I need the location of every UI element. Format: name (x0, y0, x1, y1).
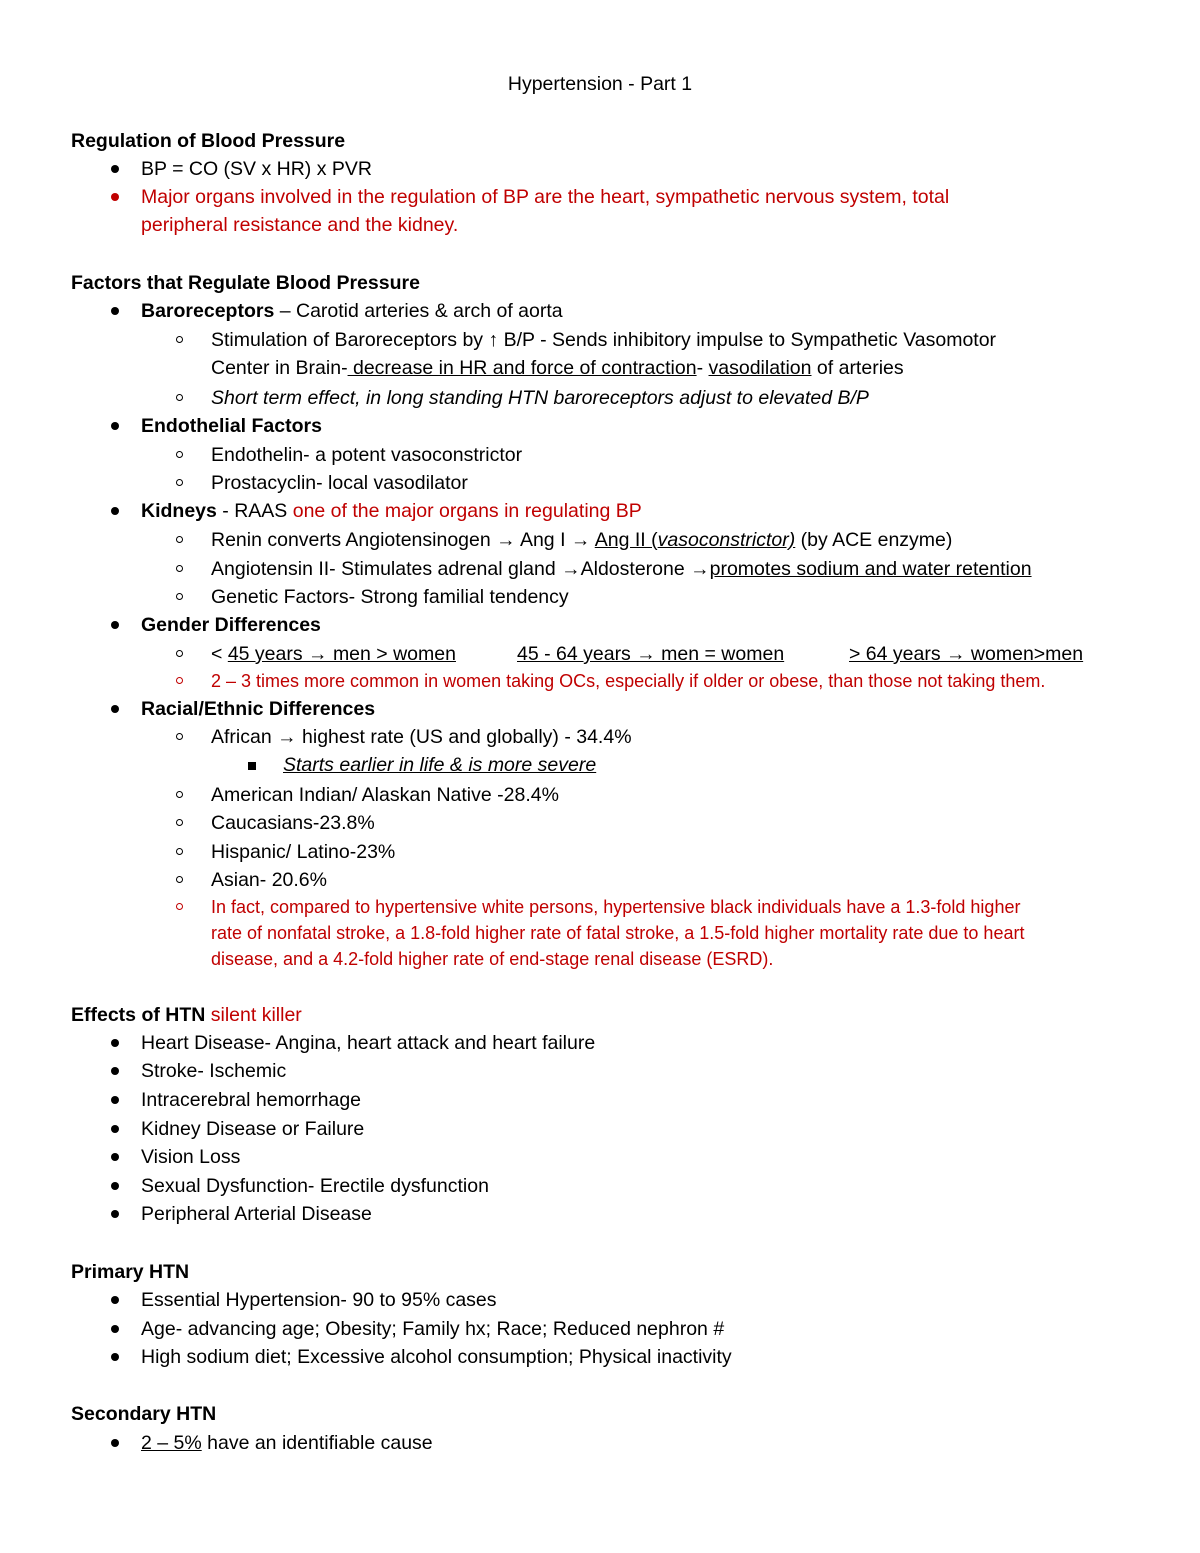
section-heading-secondary: Secondary HTN (71, 1403, 217, 1425)
sub-item: African → highest rate (US and globally) - 34.4% (211, 726, 632, 748)
list-item-continuation: peripheral resistance and the kidney. (141, 214, 459, 236)
term-text: - RAAS (216, 500, 293, 522)
list-item: Heart Disease- Angina, heart attack and heart failure (141, 1032, 596, 1054)
circle-bullet-icon (176, 394, 183, 401)
sub-item: Genetic Factors- Strong familial tendency (211, 586, 569, 608)
highlight-text: one of the major organs in regulating BP (292, 500, 642, 522)
list-item: Intracerebral hemorrhage (141, 1089, 362, 1111)
circle-bullet-icon (176, 336, 183, 343)
sub-item: Stimulation of Baroreceptors by ↑ B/P - Sends inhibitory impulse to Sympathetic Vasomotor (211, 329, 997, 351)
sub-item: In fact, compared to hypertensive white persons, hypertensive black individuals have a 1.3-fold higher (211, 897, 1021, 917)
text-segment: Angiotensin II- Stimulates adrenal gland →Aldosterone → (211, 558, 710, 580)
term-text: – Carotid arteries & arch of aorta (274, 300, 563, 322)
circle-bullet-icon (176, 677, 183, 684)
sub-item: Asian- 20.6% (211, 869, 327, 891)
circle-bullet-icon (176, 479, 183, 486)
underlined-text: vasoconstrictor) (657, 529, 796, 551)
underlined-text: 45 - 64 years → men = women (517, 643, 785, 665)
sub-item: Endothelin- a potent vasoconstrictor (211, 444, 523, 466)
bullet-icon (111, 705, 119, 713)
circle-bullet-icon (176, 733, 183, 740)
sub-item: Prostacyclin- local vasodilator (211, 472, 468, 494)
text-segment: of arteries (811, 357, 904, 379)
sub-item-continuation (211, 354, 904, 382)
text-segment: Renin converts Angiotensinogen → Ang I → (211, 529, 595, 551)
circle-bullet-icon (176, 451, 183, 458)
circle-bullet-icon (176, 819, 183, 826)
bullet-icon (111, 1067, 119, 1075)
list-item (141, 1429, 433, 1457)
sub-item (211, 640, 456, 668)
underlined-text: 45 years → men > women (227, 643, 456, 665)
underlined-text: vasodilation (708, 357, 812, 379)
section-heading-regulation: Regulation of Blood Pressure (71, 130, 346, 152)
bullet-icon (111, 422, 119, 430)
section-heading-factors: Factors that Regulate Blood Pressure (71, 272, 420, 294)
heading-text: Effects of HTN (71, 1004, 206, 1026)
sub-item-continuation: rate of nonfatal stroke, a 1.8-fold higher rate of fatal stroke, a 1.5-fold higher mortality rate due to heart (211, 923, 1025, 943)
underlined-text: promotes sodium and water retention (709, 558, 1032, 580)
underlined-text (517, 640, 784, 668)
sub-item: American Indian/ Alaskan Native -28.4% (211, 784, 559, 806)
list-item-racial: Racial/Ethnic Differences (141, 698, 376, 720)
text-segment: Center in Brain- (211, 357, 348, 379)
bullet-icon (111, 1153, 119, 1161)
term-label: Baroreceptors (141, 300, 275, 322)
bullet-icon (111, 507, 119, 515)
list-item-baroreceptors (141, 297, 563, 325)
list-item-gender: Gender Differences (141, 614, 321, 636)
section-heading-effects (71, 1001, 302, 1029)
list-item: Essential Hypertension- 90 to 95% cases (141, 1289, 497, 1311)
circle-bullet-icon (176, 791, 183, 798)
list-item: Kidney Disease or Failure (141, 1118, 365, 1140)
text-segment: have an identifiable cause (201, 1432, 433, 1454)
bullet-icon (111, 1096, 119, 1104)
text-segment: (by ACE enzyme) (795, 529, 953, 551)
sub-item: Short term effect, in long standing HTN baroreceptors adjust to elevated B/P (211, 387, 869, 409)
list-item-kidneys (141, 497, 642, 525)
document-title: Hypertension - Part 1 (507, 73, 693, 95)
underlined-text: decrease in HR and force of contraction (347, 357, 697, 379)
sub-item: 2 – 3 times more common in women taking OCs, especially if older or obese, than those not taking them. (211, 671, 1046, 691)
sub-sub-item: Starts earlier in life & is more severe (283, 754, 597, 776)
list-item: Peripheral Arterial Disease (141, 1203, 372, 1225)
sub-item (211, 526, 952, 554)
bullet-icon (111, 621, 119, 629)
underlined-text: 2 – 5% (141, 1432, 202, 1454)
list-item-endothelial: Endothelial Factors (141, 415, 322, 437)
circle-bullet-icon (176, 593, 183, 600)
circle-bullet-icon (176, 876, 183, 883)
bullet-icon (111, 1039, 119, 1047)
bullet-icon (111, 1296, 119, 1304)
term-label: Kidneys (141, 500, 217, 522)
sub-item: Caucasians-23.8% (211, 812, 375, 834)
text-segment: < (211, 643, 228, 665)
text-segment: - (696, 357, 709, 379)
bullet-icon (111, 1182, 119, 1190)
underlined-text: > 64 years → women>men (849, 643, 1084, 665)
list-item: Vision Loss (141, 1146, 241, 1168)
circle-bullet-icon (176, 848, 183, 855)
sub-item-continuation: disease, and a 4.2-fold higher rate of end-stage renal disease (ESRD). (211, 949, 774, 969)
circle-bullet-icon (176, 536, 183, 543)
underlined-text (849, 640, 1083, 668)
list-item: High sodium diet; Excessive alcohol consumption; Physical inactivity (141, 1346, 732, 1368)
sub-item: Hispanic/ Latino-23% (211, 841, 396, 863)
circle-bullet-icon (176, 565, 183, 572)
sub-item (211, 555, 1032, 583)
bullet-icon (111, 1439, 119, 1447)
circle-bullet-icon (176, 903, 183, 910)
bullet-icon (111, 193, 119, 201)
square-bullet-icon (248, 762, 256, 770)
circle-bullet-icon (176, 650, 183, 657)
section-heading-primary: Primary HTN (71, 1261, 190, 1283)
bullet-icon (111, 1210, 119, 1218)
bullet-icon (111, 307, 119, 315)
underlined-text: Ang II ( (594, 529, 658, 551)
bullet-icon (111, 1125, 119, 1133)
highlight-text: silent killer (205, 1004, 302, 1026)
bullet-icon (111, 1325, 119, 1333)
list-item: Major organs involved in the regulation of BP are the heart, sympathetic nervous system, total (141, 186, 950, 208)
bullet-icon (111, 165, 119, 173)
list-item: Age- advancing age; Obesity; Family hx; Race; Reduced nephron # (141, 1318, 725, 1340)
list-item: BP = CO (SV x HR) x PVR (141, 158, 372, 180)
list-item: Sexual Dysfunction- Erectile dysfunction (141, 1175, 489, 1197)
bullet-icon (111, 1353, 119, 1361)
list-item: Stroke- Ischemic (141, 1060, 287, 1082)
